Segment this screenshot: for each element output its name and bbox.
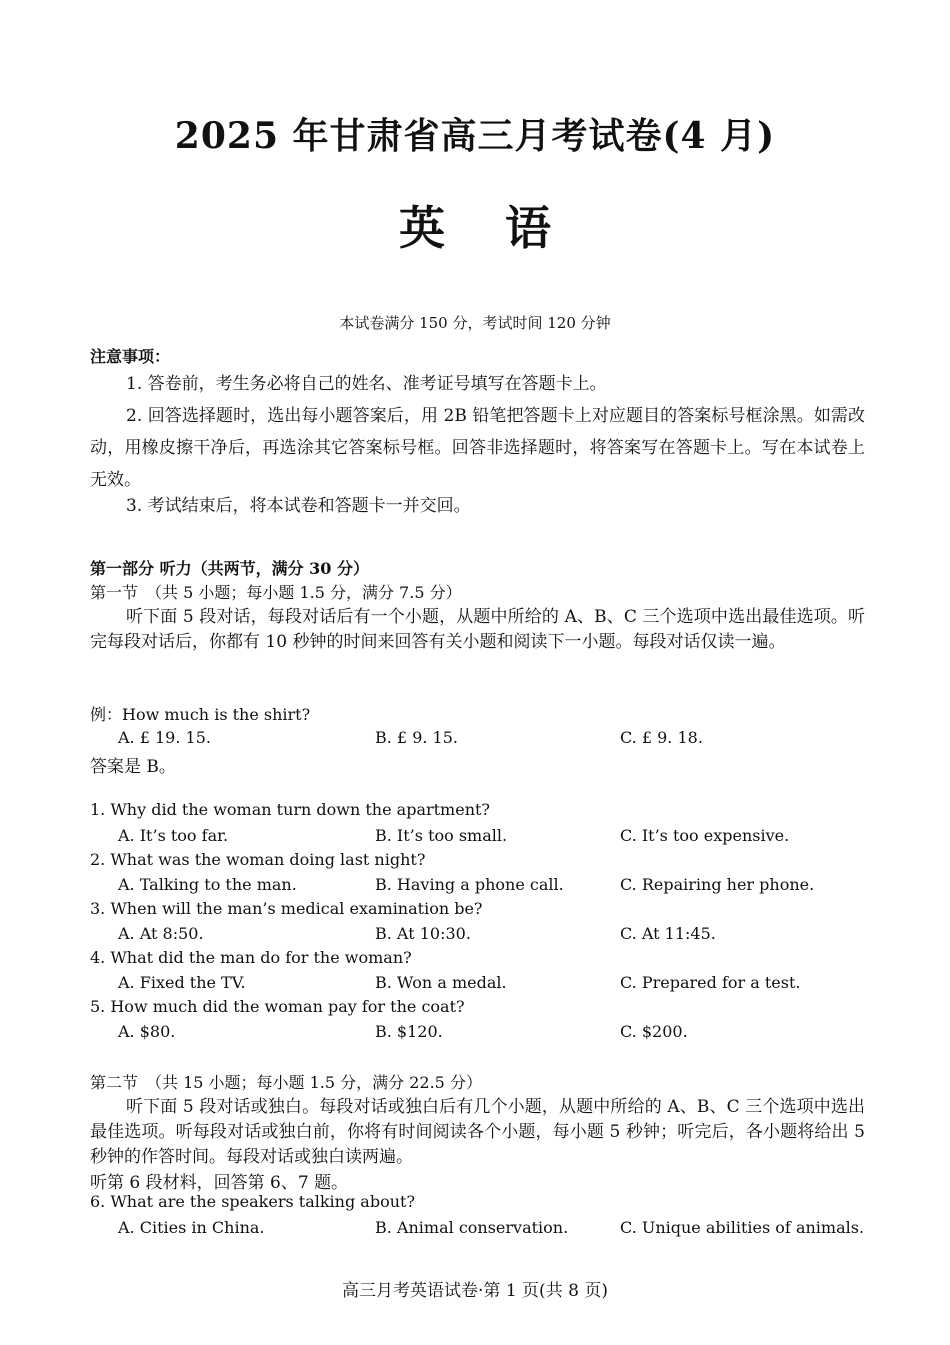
section1-instruction: 听下面 5 段对话，每段对话后有一个小题，从题中所给的 A、B、C 三个选项中选出最佳选项。听完每段对话后，你都有 10 秒钟的时间来回答有关小题和阅读下一小题。每段对话仅读一遍。 <box>90 607 865 652</box>
section1-heading: 第一节 （共 5 小题；每小题 1.5 分，满分 7.5 分） <box>90 583 462 602</box>
example-option: B. £ 9. 15. <box>375 728 458 747</box>
notice-heading: 注意事项： <box>90 347 171 366</box>
option: C. Repairing her phone. <box>620 875 815 894</box>
option: C. Unique abilities of animals. <box>620 1218 865 1237</box>
question: 6. What are the speakers talking about? <box>90 1192 416 1211</box>
option: B. Won a medal. <box>375 973 507 992</box>
option: C. $200. <box>620 1022 688 1041</box>
option: C. It’s too expensive. <box>620 826 790 845</box>
option: B. $120. <box>375 1022 443 1041</box>
material-note: 听第 6 段材料，回答第 6、7 题。 <box>90 1173 349 1193</box>
question: 1. Why did the woman turn down the apartment? <box>90 800 491 819</box>
option: A. Fixed the TV. <box>118 973 246 992</box>
option: C. At 11:45. <box>620 924 716 943</box>
option: A. $80. <box>118 1022 176 1041</box>
question: 5. How much did the woman pay for the coat? <box>90 997 465 1016</box>
option: A. Cities in China. <box>118 1218 265 1237</box>
page-footer: 高三月考英语试卷·第 1 页(共 8 页) <box>342 1281 608 1301</box>
example-answer: 答案是 B。 <box>90 757 176 777</box>
section2-heading: 第二节 （共 15 小题；每小题 1.5 分，满分 22.5 分） <box>90 1073 482 1092</box>
example-question: 例：How much is the shirt? <box>90 705 311 724</box>
question: 3. When will the man’s medical examination be? <box>90 899 483 918</box>
question: 4. What did the man do for the woman? <box>90 948 412 967</box>
subject-title: 英语 <box>399 201 611 255</box>
part1-heading: 第一部分 听力（共两节，满分 30 分） <box>90 559 369 578</box>
question: 2. What was the woman doing last night? <box>90 850 426 869</box>
section2-instruction: 听下面 5 段对话或独白。每段对话或独白后有几个小题，从题中所给的 A、B、C 三个选项中选出最佳选项。听每段对话或独白前，你将有时间阅读各个小题，每小题 5 秒钟；听完后，各小题将给出 5 秒钟的作答时间。每段对话或独白读两遍。 <box>90 1097 865 1167</box>
example-option: C. £ 9. 18. <box>620 728 703 747</box>
exam-title: 2025 年甘肃省高三月考试卷(4 月) <box>174 115 776 157</box>
option: A. It’s too far. <box>118 826 229 845</box>
notice-item: 1. 答卷前，考生务必将自己的姓名、准考证号填写在答题卡上。 <box>126 374 607 394</box>
option: B. It’s too small. <box>375 826 508 845</box>
notice-item: 2. 回答选择题时，选出每小题答案后，用 2B 铅笔把答题卡上对应题目的答案标号框涂黑。如需改动，用橡皮擦干净后，再选涂其它答案标号框。回答非选择题时，将答案写在答题卡上。写在本试卷上无效。 <box>90 406 865 490</box>
option: B. Having a phone call. <box>375 875 564 894</box>
notice-item: 3. 考试结束后，将本试卷和答题卡一并交回。 <box>126 496 471 516</box>
exam-info: 本试卷满分 150 分，考试时间 120 分钟 <box>339 314 611 332</box>
option: C. Prepared for a test. <box>620 973 801 992</box>
example-option: A. £ 19. 15. <box>118 728 211 747</box>
option: A. At 8:50. <box>118 924 204 943</box>
option: A. Talking to the man. <box>118 875 297 894</box>
option: B. At 10:30. <box>375 924 471 943</box>
option: B. Animal conservation. <box>375 1218 569 1237</box>
